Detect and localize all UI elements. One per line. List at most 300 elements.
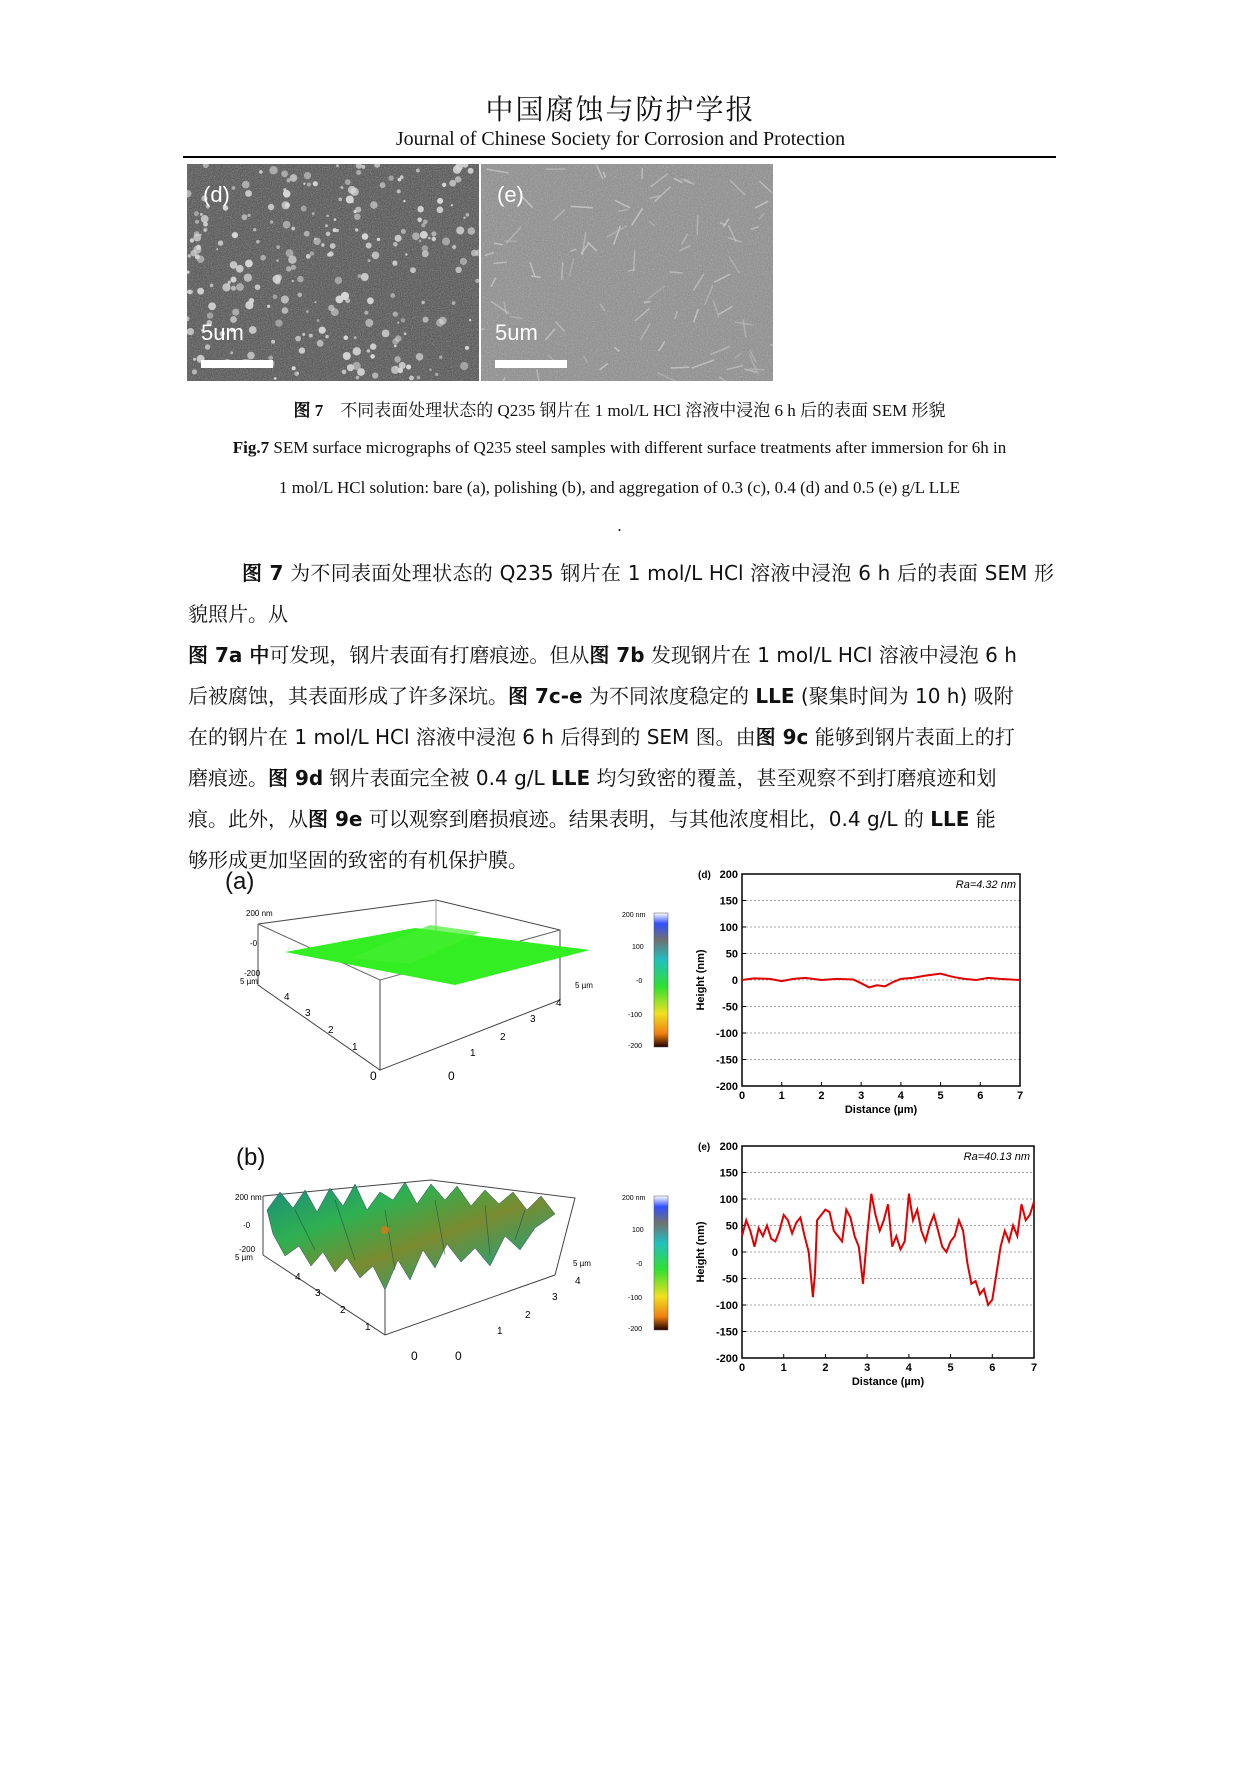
sem-particle — [306, 254, 311, 259]
xy-unit-right: 5 µm — [575, 981, 593, 990]
sem-particle — [455, 267, 461, 273]
sem-particle — [392, 338, 398, 344]
caption-cn-prefix: 图 7 — [293, 401, 324, 420]
tick: 2 — [328, 1025, 334, 1036]
profile-line — [742, 1194, 1034, 1305]
sem-particle — [196, 245, 201, 250]
sem-particle — [292, 280, 294, 282]
sem-particle — [442, 237, 450, 245]
sem-particle — [291, 265, 296, 270]
body-paragraph — [188, 553, 1054, 881]
sem-particle — [354, 210, 357, 213]
sem-particle — [276, 259, 279, 262]
y-tick-label: 0 — [731, 1247, 738, 1259]
term: LLE — [930, 807, 970, 831]
tick: 2 — [500, 1032, 506, 1043]
tick: 0 — [448, 1069, 455, 1083]
caption-cn-text: 不同表面处理状态的 Q235 钢片在 1 mol/L HCl 溶液中浸泡 6 h 后的表面 SEM 形貌 — [340, 401, 946, 420]
sem-particle — [270, 220, 274, 224]
sem-texture-e — [481, 164, 773, 381]
tick: 2 — [525, 1310, 531, 1321]
cbar-label: 100 — [632, 944, 644, 951]
sem-particle — [269, 166, 277, 174]
sem-particle — [187, 328, 194, 335]
cbar-label: -100 — [628, 1012, 643, 1019]
sem-particle — [231, 286, 236, 291]
sem-particle — [392, 261, 397, 266]
sem-particle — [248, 214, 251, 217]
scale-text-d: 5um — [201, 320, 244, 345]
ra-annotation: Ra=40.13 nm — [963, 1151, 1030, 1163]
sem-particle — [276, 245, 280, 249]
text-run: 痕。此外，从 — [188, 807, 308, 831]
sem-particle — [416, 169, 420, 173]
sem-particle — [302, 333, 305, 336]
sem-particle — [401, 229, 406, 234]
z-bot: -200 — [239, 1245, 256, 1254]
sem-particle — [340, 186, 343, 189]
sem-streak — [562, 262, 563, 280]
sem-particle — [232, 232, 238, 238]
sem-particle — [290, 174, 298, 182]
sem-particle — [405, 253, 407, 255]
xy-unit-left: 5 µm — [240, 977, 258, 986]
z-top: 200 nm — [235, 1193, 262, 1202]
x-axis-label: Distance (µm) — [844, 1104, 918, 1116]
sem-particle — [268, 204, 274, 210]
sem-image-d — [187, 164, 479, 381]
sem-streak — [697, 215, 698, 235]
tick: 1 — [470, 1048, 476, 1059]
y-tick-label: -200 — [715, 1081, 738, 1093]
sem-particle — [312, 212, 315, 215]
sem-particle — [204, 229, 207, 232]
sem-particle — [301, 206, 307, 212]
sem-particle — [364, 311, 368, 315]
sem-particle — [199, 234, 201, 236]
sem-particle — [192, 369, 197, 374]
sem-particle — [439, 356, 442, 359]
cbar-label: 100 — [632, 1227, 644, 1234]
sem-particle — [304, 231, 310, 237]
caption-en-line1 — [183, 438, 1056, 458]
sem-particle — [242, 214, 248, 220]
x-tick-label: 1 — [778, 1090, 785, 1102]
sem-particle — [197, 256, 204, 263]
sem-particle — [291, 227, 295, 231]
x-tick-label: 6 — [977, 1090, 984, 1102]
sem-particle — [255, 284, 261, 290]
cbar-label: -0 — [636, 1261, 643, 1268]
sem-texture-d — [187, 164, 479, 381]
height-profile-chart-d — [690, 868, 1030, 1126]
text-run: 为不同浓度稳定的 — [582, 684, 756, 708]
sem-particle — [380, 182, 386, 188]
sem-particle — [417, 206, 423, 212]
caption-en-prefix: Fig.7 — [232, 438, 270, 457]
sem-particle — [362, 233, 369, 240]
tick: 1 — [497, 1326, 503, 1337]
y-tick-label: -100 — [715, 1300, 738, 1312]
sem-particle — [230, 351, 233, 354]
sem-particle — [390, 293, 395, 298]
tick: 3 — [315, 1288, 321, 1299]
sem-particle — [222, 283, 230, 291]
x-axis-label: Distance (µm) — [851, 1376, 925, 1388]
sem-particle — [421, 301, 424, 304]
sem-particle — [437, 207, 444, 214]
sem-particle — [394, 356, 400, 362]
sem-particle — [271, 340, 275, 344]
sem-particle — [442, 183, 446, 187]
sem-particle — [194, 231, 200, 237]
sem-particle — [256, 240, 260, 244]
sem-particle — [295, 336, 301, 342]
sem-particle — [345, 298, 350, 303]
x-tick-label: 6 — [989, 1362, 996, 1374]
colorbar-a — [618, 905, 678, 1055]
sem-particle — [310, 251, 314, 255]
y-tick-label: -100 — [715, 1028, 738, 1040]
x-tick-label: 5 — [947, 1362, 954, 1374]
sem-particle — [335, 277, 342, 284]
sem-particle — [377, 238, 380, 241]
sem-particle — [345, 179, 351, 185]
sem-particle — [368, 259, 371, 262]
sem-particle — [232, 309, 239, 316]
sem-particle — [194, 211, 199, 216]
sem-particle — [331, 308, 339, 316]
xy-unit-right: 5 µm — [573, 1259, 591, 1268]
x-tick-label: 0 — [738, 1090, 746, 1102]
caption-cn — [183, 396, 1056, 421]
y-tick-label: 100 — [719, 1194, 738, 1206]
y-tick-label: 150 — [719, 1167, 738, 1180]
sem-particle — [294, 371, 299, 376]
para-line-5 — [188, 758, 1054, 799]
sem-particle — [321, 243, 324, 246]
sem-particle — [400, 175, 404, 179]
sem-particle — [417, 376, 421, 380]
text-run: (聚集时间为 10 h) 吸附 — [794, 684, 1014, 708]
text-run: 在的钢片在 1 mol/L HCl 溶液中浸泡 6 h 后得到的 SEM 图。由 — [188, 725, 756, 749]
tick: 1 — [352, 1042, 358, 1053]
tick: 4 — [295, 1272, 301, 1283]
sem-streak — [750, 369, 765, 370]
sem-particle — [218, 240, 223, 245]
y-tick-label: -50 — [722, 1001, 738, 1014]
sem-particle — [317, 340, 324, 347]
sem-particle — [245, 190, 252, 197]
sem-particle — [330, 243, 336, 249]
sem-particle — [228, 281, 231, 284]
sem-particle — [207, 312, 213, 318]
y-tick-label: 50 — [725, 1220, 738, 1233]
sem-particle — [188, 254, 191, 257]
sem-particle — [452, 301, 456, 305]
sem-particle — [309, 334, 313, 338]
tick: 2 — [340, 1305, 346, 1316]
sem-particle — [275, 320, 282, 327]
sem-particle — [382, 330, 390, 338]
sem-particle — [314, 238, 316, 240]
panel-tag: (e) — [698, 1142, 711, 1153]
sem-particle — [274, 377, 277, 380]
sem-particle — [298, 293, 303, 298]
sem-particle — [306, 310, 309, 313]
text-run: 可发现，钢片表面有打磨痕迹。但从 — [269, 643, 590, 667]
tick: 4 — [284, 992, 290, 1003]
sem-particle — [353, 362, 361, 370]
z-mid: -0 — [243, 1221, 251, 1230]
z-bot: -200 — [244, 969, 261, 978]
sem-particle — [232, 186, 236, 190]
header-rule — [183, 156, 1056, 158]
para-line-2 — [188, 635, 1054, 676]
sem-particle — [422, 245, 428, 251]
tick: 3 — [305, 1008, 311, 1019]
sem-particle — [358, 274, 362, 278]
sem-particle — [466, 213, 470, 217]
profile-line — [742, 974, 1020, 988]
sem-particle — [247, 352, 255, 360]
fig-ref: 图 9d — [268, 766, 324, 790]
x-tick-label: 3 — [858, 1090, 865, 1102]
fig-ref: 图 9c — [755, 725, 809, 749]
sem-particle — [395, 367, 397, 369]
sem-particle — [410, 267, 416, 273]
sem-particle — [403, 200, 405, 202]
sem-particle — [216, 248, 218, 250]
afm-rough-surface — [267, 1182, 555, 1290]
scale-bar-e — [495, 360, 567, 368]
sem-particle — [283, 190, 291, 198]
y-tick-label: 100 — [719, 922, 738, 934]
text-run: 发现钢片在 1 mol/L HCl 溶液中浸泡 6 h — [644, 643, 1017, 667]
sem-particle — [260, 255, 266, 261]
sem-particle — [417, 218, 422, 223]
sem-particle — [372, 252, 380, 260]
sem-particle — [282, 307, 289, 314]
sem-particle — [354, 336, 357, 339]
height-profile-chart-e — [690, 1140, 1040, 1398]
sem-particle — [273, 294, 278, 299]
sem-particle — [449, 180, 456, 187]
sem-particle — [406, 365, 411, 370]
para-line-6 — [188, 799, 1054, 840]
sem-particle — [188, 290, 193, 295]
y-tick-label: 150 — [719, 895, 738, 908]
sem-particle — [370, 201, 377, 208]
afm-3d-plot-a — [230, 890, 630, 1100]
sem-particle — [420, 231, 428, 239]
tick: 4 — [556, 998, 562, 1009]
scale-bar-d — [201, 360, 273, 368]
afm-3d-plot-b — [235, 1170, 615, 1370]
sem-particle — [195, 220, 199, 224]
afm-peak — [381, 1226, 389, 1234]
sem-streak — [671, 367, 690, 368]
text-run: 够形成更加坚固的致密的有机保护膜。 — [188, 848, 528, 872]
sem-particle — [343, 352, 351, 360]
sem-particle — [452, 245, 456, 249]
fig-ref: 图 7c-e — [508, 684, 583, 708]
sem-particle — [398, 368, 403, 373]
sem-particle — [275, 279, 281, 285]
y-axis-label: Height (nm) — [695, 949, 707, 1011]
sem-particle — [404, 332, 407, 335]
sem-particle — [367, 297, 374, 304]
sem-particle — [313, 181, 318, 186]
sem-particle — [307, 182, 311, 186]
scale-text-e: 5um — [495, 320, 538, 345]
sem-particle — [208, 302, 216, 310]
fig-ref: 图 7b — [589, 643, 645, 667]
sem-particle — [416, 353, 424, 361]
fig-ref: 图 9e — [308, 807, 363, 831]
journal-title-cn: 中国腐蚀与防护学报 — [485, 93, 756, 126]
sem-particle — [421, 223, 425, 227]
tick: 1 — [365, 1322, 371, 1333]
x-tick-label: 3 — [864, 1362, 871, 1374]
sem-particle — [338, 198, 342, 202]
sem-particle — [288, 256, 296, 264]
sem-particle — [354, 214, 360, 220]
sem-particle — [190, 238, 194, 242]
y-tick-label: -150 — [715, 1326, 738, 1339]
panel-tag: (d) — [698, 870, 711, 881]
sem-particle — [193, 358, 196, 361]
text-run: 磨痕迹。 — [188, 766, 268, 790]
tick: 0 — [370, 1069, 377, 1083]
journal-title-en: Journal of Chinese Society for Corrosion and Protection — [395, 128, 846, 150]
sem-particle — [210, 284, 214, 288]
cbar-label: -200 — [628, 1326, 643, 1333]
sem-particle — [292, 366, 296, 370]
sem-particle — [435, 373, 438, 376]
sem-particle — [203, 222, 208, 227]
sem-particle — [469, 319, 471, 321]
sem-particle — [297, 276, 303, 282]
sem-particle — [463, 217, 465, 219]
afm-label-a: (a) — [225, 868, 255, 895]
sem-label-d: (d) — [203, 182, 230, 207]
sem-particle — [419, 240, 421, 242]
cbar-label: 200 nm — [622, 1195, 646, 1202]
y-tick-label: 50 — [725, 948, 738, 961]
sem-particle — [259, 170, 263, 174]
sem-particle — [395, 235, 402, 242]
sem-particle — [236, 283, 244, 291]
y-tick-label: 200 — [719, 1141, 738, 1153]
sem-particle — [356, 376, 360, 380]
caption-dot: . — [617, 516, 622, 535]
text-run: 能够到钢片表面上的打 — [808, 725, 1015, 749]
sem-particle — [283, 221, 291, 229]
tick: 3 — [530, 1014, 536, 1025]
sem-particle — [230, 261, 238, 269]
sem-particle — [351, 188, 359, 196]
sem-particle — [366, 243, 372, 249]
sem-particle — [432, 237, 436, 241]
sem-particle — [267, 305, 270, 308]
term: LLE — [551, 766, 591, 790]
x-tick-label: 2 — [818, 1090, 825, 1102]
tick: 0 — [455, 1349, 462, 1363]
fig-ref: 图 7 — [242, 561, 284, 585]
para-line-1 — [188, 553, 1054, 635]
y-tick-label: 200 — [719, 869, 738, 881]
sem-particle — [409, 376, 414, 381]
tick: 0 — [411, 1349, 418, 1363]
sem-particle — [370, 343, 376, 349]
z-mid: -0 — [250, 939, 258, 948]
sem-particle — [326, 232, 331, 237]
sem-particle — [456, 227, 464, 235]
cbar-label: 200 nm — [622, 912, 646, 919]
sem-particle — [242, 181, 250, 189]
ra-annotation: Ra=4.32 nm — [955, 879, 1016, 891]
y-tick-label: -150 — [715, 1054, 738, 1067]
sem-particle — [249, 298, 255, 304]
cbar-label: -100 — [628, 1295, 643, 1302]
sem-particle — [365, 319, 373, 327]
sem-particle — [299, 347, 305, 353]
sem-particle — [317, 319, 320, 322]
caption-en-line2: 1 mol/L HCl solution: bare (a), polishing (b), and aggregation of 0.3 (c), 0.4 (d) and 0.5 (e) g/L LLE — [279, 478, 960, 497]
sem-particle — [460, 362, 468, 370]
sem-particle — [327, 253, 331, 257]
sem-particle — [201, 215, 209, 223]
sem-particle — [429, 368, 432, 371]
sem-particle — [423, 317, 429, 323]
x-tick-label: 1 — [780, 1362, 787, 1374]
sem-particle — [285, 203, 290, 208]
sem-particle — [397, 322, 399, 324]
text-run: 后被腐蚀，其表面形成了许多深坑。 — [188, 684, 508, 708]
xy-unit-left: 5 µm — [235, 1253, 253, 1262]
tick: 3 — [552, 1292, 558, 1303]
afm-label-b: (b) — [236, 1144, 266, 1171]
sem-particle — [388, 176, 393, 181]
sem-particle — [304, 172, 311, 179]
sem-particle — [455, 176, 461, 182]
sem-particle — [436, 319, 444, 327]
sem-particle — [468, 227, 476, 235]
sem-particle — [334, 218, 337, 221]
sem-particle — [286, 266, 291, 271]
sem-particle — [281, 170, 288, 177]
sem-particle — [355, 228, 358, 231]
y-tick-label: -50 — [722, 1273, 738, 1286]
sem-particle — [361, 165, 365, 169]
z-top: 200 nm — [246, 909, 273, 918]
sem-particle — [431, 231, 436, 236]
sem-particle — [346, 196, 354, 204]
x-tick-label: 5 — [937, 1090, 944, 1102]
sem-particle — [468, 168, 474, 174]
text-run: 钢片表面完全被 0.4 g/L — [323, 766, 552, 790]
text-run: 均匀致密的覆盖，甚至观察不到打磨痕迹和划 — [590, 766, 997, 790]
sem-particle — [465, 346, 469, 350]
sem-particle — [394, 345, 397, 348]
colorbar-b — [618, 1188, 678, 1338]
text-run: 能 — [969, 807, 996, 831]
sem-label-e: (e) — [497, 182, 524, 207]
sem-particle — [281, 296, 289, 304]
para-line-4 — [188, 717, 1054, 758]
sem-particle — [325, 335, 328, 338]
